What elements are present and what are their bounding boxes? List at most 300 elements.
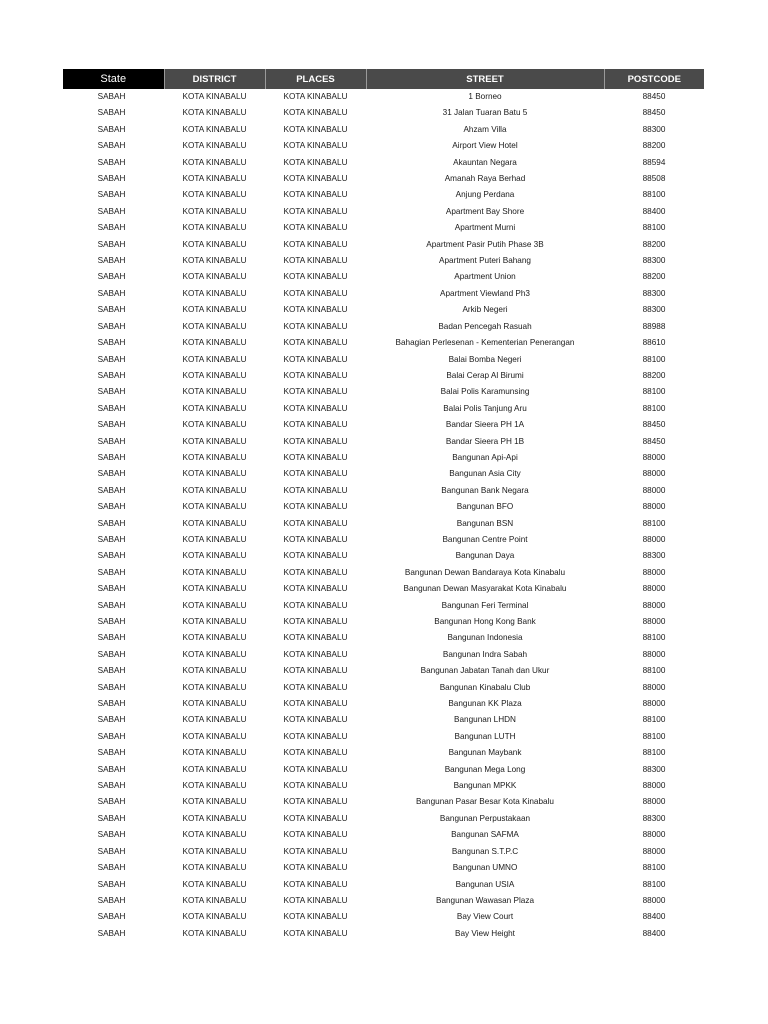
cell-state: SABAH — [97, 584, 126, 594]
cell-postcode: 88300 — [642, 256, 666, 266]
cell-places: KOTA KINABALU — [283, 452, 348, 462]
cell-postcode: 88100 — [642, 863, 666, 873]
table-row — [63, 581, 704, 597]
cell-state: SABAH — [97, 403, 126, 413]
cell-postcode: 88200 — [642, 141, 666, 151]
cell-places: KOTA KINABALU — [283, 420, 348, 430]
cell-street: Bangunan Jabatan Tanah dan Ukur — [420, 666, 550, 676]
cell-district: KOTA KINABALU — [182, 206, 247, 216]
cell-postcode: 88400 — [642, 206, 666, 216]
cell-district: KOTA KINABALU — [182, 715, 247, 725]
cell-places: KOTA KINABALU — [283, 830, 348, 840]
table-row — [63, 712, 704, 728]
cell-district: KOTA KINABALU — [182, 272, 247, 282]
cell-postcode: 88400 — [642, 912, 666, 922]
cell-state: SABAH — [97, 420, 126, 430]
cell-state: SABAH — [97, 272, 126, 282]
cell-places: KOTA KINABALU — [283, 617, 348, 626]
table-row — [63, 893, 704, 909]
cell-postcode: 88000 — [642, 452, 666, 462]
cell-state: SABAH — [97, 190, 126, 200]
cell-postcode: 88100 — [642, 731, 666, 741]
cell-street: Bay View Height — [455, 928, 515, 938]
cell-postcode: 88200 — [642, 239, 666, 249]
cell-postcode: 88000 — [642, 649, 666, 659]
cell-postcode: 88000 — [642, 846, 666, 856]
cell-postcode: 88000 — [642, 502, 666, 512]
cell-street: Bangunan LUTH — [454, 731, 516, 741]
cell-places: KOTA KINABALU — [283, 928, 348, 938]
cell-district: KOTA KINABALU — [182, 124, 247, 134]
cell-postcode: 88000 — [642, 567, 666, 577]
cell-street: Bangunan Kinabalu Club — [439, 682, 531, 692]
cell-postcode: 88000 — [642, 485, 666, 495]
cell-state: SABAH — [97, 387, 126, 397]
table-body — [63, 89, 704, 942]
cell-places: KOTA KINABALU — [283, 534, 348, 544]
cell-state: SABAH — [97, 797, 126, 807]
table-row — [63, 384, 704, 400]
cell-district: KOTA KINABALU — [182, 879, 247, 889]
cell-district: KOTA KINABALU — [182, 863, 247, 873]
cell-postcode: 88000 — [642, 617, 666, 626]
cell-district: KOTA KINABALU — [182, 830, 247, 840]
cell-street: Bangunan Indra Sabah — [442, 649, 528, 659]
table-row — [63, 89, 704, 105]
cell-district: KOTA KINABALU — [182, 699, 247, 709]
table-row — [63, 253, 704, 269]
cell-street: Amanah Raya Berhad — [444, 174, 526, 184]
cell-state: SABAH — [97, 141, 126, 151]
cell-places: KOTA KINABALU — [283, 272, 348, 282]
cell-street: Bangunan SAFMA — [451, 830, 519, 840]
table-row — [63, 368, 704, 384]
cell-state: SABAH — [97, 124, 126, 134]
cell-state: SABAH — [97, 895, 126, 905]
cell-places: KOTA KINABALU — [283, 584, 348, 594]
cell-district: KOTA KINABALU — [182, 928, 247, 938]
cell-district: KOTA KINABALU — [182, 534, 247, 544]
cell-postcode: 88000 — [642, 534, 666, 544]
table-row — [63, 417, 704, 433]
cell-district: KOTA KINABALU — [182, 912, 247, 922]
cell-postcode: 88100 — [642, 633, 666, 643]
cell-state: SABAH — [97, 338, 126, 348]
cell-state: SABAH — [97, 863, 126, 873]
cell-street: Bangunan Dewan Bandaraya Kota Kinabalu — [404, 567, 566, 577]
table-row — [63, 663, 704, 679]
cell-places: KOTA KINABALU — [283, 879, 348, 889]
cell-places: KOTA KINABALU — [283, 748, 348, 758]
cell-postcode: 88100 — [642, 666, 666, 676]
cell-street: Balai Cerap Al Birumi — [446, 370, 524, 380]
cell-state: SABAH — [97, 633, 126, 643]
cell-state: SABAH — [97, 239, 126, 249]
cell-postcode: 88000 — [642, 895, 666, 905]
cell-postcode: 88100 — [642, 387, 666, 397]
header-state: State — [63, 69, 164, 89]
cell-state: SABAH — [97, 764, 126, 774]
cell-street: Balai Polis Karamunsing — [440, 387, 530, 397]
cell-street: Bangunan Perpustakaan — [439, 813, 531, 823]
cell-street: Bangunan Mega Long — [444, 764, 526, 774]
cell-street: Bangunan USIA — [455, 879, 515, 889]
table-row — [63, 220, 704, 236]
cell-district: KOTA KINABALU — [182, 748, 247, 758]
cell-district: KOTA KINABALU — [182, 518, 247, 528]
cell-state: SABAH — [97, 223, 126, 233]
cell-district: KOTA KINABALU — [182, 338, 247, 348]
cell-places: KOTA KINABALU — [283, 518, 348, 528]
cell-places: KOTA KINABALU — [283, 813, 348, 823]
cell-postcode: 88450 — [642, 108, 666, 118]
cell-places: KOTA KINABALU — [283, 682, 348, 692]
cell-street: Balai Bomba Negeri — [448, 354, 522, 364]
cell-places: KOTA KINABALU — [283, 551, 348, 561]
cell-state: SABAH — [97, 92, 126, 101]
table-header — [63, 69, 704, 89]
table-row — [63, 105, 704, 121]
cell-state: SABAH — [97, 174, 126, 184]
table-row — [63, 548, 704, 564]
cell-district: KOTA KINABALU — [182, 584, 247, 594]
cell-places: KOTA KINABALU — [283, 256, 348, 266]
address-table — [63, 69, 704, 942]
cell-street: Bandar Sieera PH 1A — [445, 420, 525, 430]
cell-street: Apartment Viewland Ph3 — [440, 288, 530, 298]
cell-state: SABAH — [97, 551, 126, 561]
cell-places: KOTA KINABALU — [283, 781, 348, 791]
cell-places: KOTA KINABALU — [283, 633, 348, 643]
table-row — [63, 614, 704, 630]
cell-state: SABAH — [97, 518, 126, 528]
cell-postcode: 88000 — [642, 469, 666, 479]
cell-places: KOTA KINABALU — [283, 666, 348, 676]
cell-postcode: 88000 — [642, 584, 666, 594]
cell-state: SABAH — [97, 912, 126, 922]
table-row — [63, 827, 704, 843]
cell-postcode: 88594 — [642, 157, 666, 167]
table-row — [63, 680, 704, 696]
table-row — [63, 352, 704, 368]
cell-state: SABAH — [97, 108, 126, 118]
cell-postcode: 88300 — [642, 305, 666, 315]
cell-district: KOTA KINABALU — [182, 436, 247, 446]
table-row — [63, 909, 704, 925]
cell-street: Arkib Negeri — [462, 305, 508, 315]
cell-places: KOTA KINABALU — [283, 305, 348, 315]
cell-street: Bangunan Api-Api — [452, 452, 518, 462]
cell-state: SABAH — [97, 567, 126, 577]
cell-district: KOTA KINABALU — [182, 551, 247, 561]
cell-street: Anjung Perdana — [455, 190, 515, 200]
cell-street: Bangunan Maybank — [448, 748, 522, 758]
table-row — [63, 877, 704, 893]
header-places: PLACES — [265, 69, 366, 89]
cell-postcode: 88508 — [642, 174, 666, 184]
table-row — [63, 187, 704, 203]
cell-postcode: 88200 — [642, 272, 666, 282]
cell-street: Bangunan Pasar Besar Kota Kinabalu — [416, 797, 554, 807]
cell-postcode: 88000 — [642, 699, 666, 709]
cell-places: KOTA KINABALU — [283, 321, 348, 331]
cell-state: SABAH — [97, 600, 126, 610]
cell-postcode: 88100 — [642, 223, 666, 233]
cell-district: KOTA KINABALU — [182, 633, 247, 643]
cell-postcode: 88000 — [642, 830, 666, 840]
header-district: DISTRICT — [164, 69, 265, 89]
cell-street: Airport View Hotel — [452, 141, 518, 151]
cell-places: KOTA KINABALU — [283, 338, 348, 348]
table-row — [63, 762, 704, 778]
cell-places: KOTA KINABALU — [283, 206, 348, 216]
cell-district: KOTA KINABALU — [182, 370, 247, 380]
cell-places: KOTA KINABALU — [283, 403, 348, 413]
cell-street: Apartment Bay Shore — [445, 206, 525, 216]
table-row — [63, 302, 704, 318]
cell-state: SABAH — [97, 715, 126, 725]
cell-street: Bangunan LHDN — [454, 715, 516, 725]
table-row — [63, 138, 704, 154]
cell-state: SABAH — [97, 682, 126, 692]
cell-district: KOTA KINABALU — [182, 108, 247, 118]
cell-street: Bangunan Daya — [455, 551, 515, 561]
cell-postcode: 88100 — [642, 354, 666, 364]
cell-street: Bangunan Bank Negara — [441, 485, 529, 495]
cell-places: KOTA KINABALU — [283, 895, 348, 905]
cell-street: Apartment Union — [454, 272, 516, 282]
cell-places: KOTA KINABALU — [283, 502, 348, 512]
cell-state: SABAH — [97, 666, 126, 676]
cell-district: KOTA KINABALU — [182, 764, 247, 774]
cell-postcode: 88100 — [642, 715, 666, 725]
cell-district: KOTA KINABALU — [182, 420, 247, 430]
cell-district: KOTA KINABALU — [182, 813, 247, 823]
cell-district: KOTA KINABALU — [182, 354, 247, 364]
cell-district: KOTA KINABALU — [182, 190, 247, 200]
cell-street: Bangunan Feri Terminal — [441, 600, 529, 610]
table-row — [63, 844, 704, 860]
cell-places: KOTA KINABALU — [283, 649, 348, 659]
cell-district: KOTA KINABALU — [182, 174, 247, 184]
cell-street: Bangunan Indonesia — [447, 633, 523, 643]
cell-places: KOTA KINABALU — [283, 174, 348, 184]
cell-places: KOTA KINABALU — [283, 699, 348, 709]
cell-state: SABAH — [97, 534, 126, 544]
cell-state: SABAH — [97, 699, 126, 709]
cell-places: KOTA KINABALU — [283, 239, 348, 249]
cell-postcode: 88300 — [642, 288, 666, 298]
cell-street: Bangunan BSN — [456, 518, 514, 528]
cell-street: 1 Borneo — [468, 92, 502, 101]
table-row — [63, 269, 704, 285]
table-row — [63, 401, 704, 417]
cell-district: KOTA KINABALU — [182, 403, 247, 413]
cell-places: KOTA KINABALU — [283, 764, 348, 774]
cell-state: SABAH — [97, 157, 126, 167]
cell-postcode: 88200 — [642, 370, 666, 380]
cell-places: KOTA KINABALU — [283, 797, 348, 807]
header-postcode: POSTCODE — [604, 69, 704, 89]
cell-postcode: 88100 — [642, 879, 666, 889]
cell-district: KOTA KINABALU — [182, 321, 247, 331]
cell-places: KOTA KINABALU — [283, 863, 348, 873]
cell-places: KOTA KINABALU — [283, 387, 348, 397]
table-row — [63, 778, 704, 794]
cell-street: Bay View Court — [456, 912, 514, 922]
table-row — [63, 696, 704, 712]
table-row — [63, 335, 704, 351]
cell-postcode: 88300 — [642, 764, 666, 774]
table-row — [63, 171, 704, 187]
cell-district: KOTA KINABALU — [182, 600, 247, 610]
table-row — [63, 319, 704, 335]
cell-street: 31 Jalan Tuaran Batu 5 — [442, 108, 528, 118]
table-row — [63, 450, 704, 466]
table-row — [63, 532, 704, 548]
cell-postcode: 88300 — [642, 124, 666, 134]
cell-postcode: 88000 — [642, 797, 666, 807]
cell-places: KOTA KINABALU — [283, 715, 348, 725]
cell-places: KOTA KINABALU — [283, 731, 348, 741]
cell-state: SABAH — [97, 928, 126, 938]
table-row — [63, 466, 704, 482]
cell-state: SABAH — [97, 781, 126, 791]
cell-state: SABAH — [97, 452, 126, 462]
cell-state: SABAH — [97, 305, 126, 315]
cell-state: SABAH — [97, 731, 126, 741]
table-row — [63, 434, 704, 450]
cell-district: KOTA KINABALU — [182, 223, 247, 233]
cell-street: Bangunan Wawasan Plaza — [435, 895, 534, 905]
table-row — [63, 286, 704, 302]
cell-street: Bangunan S.T.P.C — [451, 846, 519, 856]
header-row — [63, 69, 704, 89]
cell-state: SABAH — [97, 469, 126, 479]
table-row — [63, 630, 704, 646]
cell-district: KOTA KINABALU — [182, 256, 247, 266]
cell-places: KOTA KINABALU — [283, 141, 348, 151]
cell-street: Bahagian Perlesenan - Kementerian Penerangan — [395, 338, 575, 348]
cell-street: Bangunan Asia City — [449, 469, 521, 479]
cell-places: KOTA KINABALU — [283, 436, 348, 446]
table-row — [63, 794, 704, 810]
cell-places: KOTA KINABALU — [283, 469, 348, 479]
cell-district: KOTA KINABALU — [182, 666, 247, 676]
table-row — [63, 811, 704, 827]
cell-district: KOTA KINABALU — [182, 895, 247, 905]
cell-state: SABAH — [97, 617, 126, 626]
cell-district: KOTA KINABALU — [182, 617, 247, 626]
table-row — [63, 745, 704, 761]
cell-street: Apartment Pasir Putih Phase 3B — [426, 239, 544, 249]
cell-street: Bangunan KK Plaza — [448, 699, 522, 709]
table-row — [63, 926, 704, 942]
table-row — [63, 499, 704, 515]
cell-places: KOTA KINABALU — [283, 370, 348, 380]
cell-places: KOTA KINABALU — [283, 92, 348, 101]
cell-street: Bangunan Centre Point — [442, 534, 528, 544]
cell-district: KOTA KINABALU — [182, 387, 247, 397]
cell-places: KOTA KINABALU — [283, 190, 348, 200]
cell-state: SABAH — [97, 256, 126, 266]
cell-postcode: 88100 — [642, 190, 666, 200]
cell-places: KOTA KINABALU — [283, 157, 348, 167]
cell-postcode: 88300 — [642, 813, 666, 823]
table-row — [63, 598, 704, 614]
cell-district: KOTA KINABALU — [182, 485, 247, 495]
cell-postcode: 88000 — [642, 600, 666, 610]
cell-district: KOTA KINABALU — [182, 157, 247, 167]
address-sheet — [63, 69, 704, 942]
cell-postcode: 88450 — [642, 420, 666, 430]
cell-places: KOTA KINABALU — [283, 567, 348, 577]
cell-places: KOTA KINABALU — [283, 108, 348, 118]
cell-places: KOTA KINABALU — [283, 485, 348, 495]
cell-postcode: 88100 — [642, 518, 666, 528]
cell-postcode: 88000 — [642, 682, 666, 692]
cell-postcode: 88988 — [642, 321, 666, 331]
cell-postcode: 88610 — [642, 338, 666, 348]
cell-street: Bangunan UMNO — [452, 863, 518, 873]
cell-state: SABAH — [97, 354, 126, 364]
cell-street: Bandar Sieera PH 1B — [445, 436, 525, 446]
cell-street: Ahzam Villa — [463, 124, 507, 134]
cell-district: KOTA KINABALU — [182, 781, 247, 791]
cell-district: KOTA KINABALU — [182, 141, 247, 151]
cell-state: SABAH — [97, 879, 126, 889]
cell-street: Bangunan BFO — [456, 502, 514, 512]
cell-places: KOTA KINABALU — [283, 288, 348, 298]
cell-district: KOTA KINABALU — [182, 567, 247, 577]
table-row — [63, 122, 704, 138]
cell-district: KOTA KINABALU — [182, 305, 247, 315]
cell-street: Akauntan Negara — [453, 157, 517, 167]
cell-district: KOTA KINABALU — [182, 502, 247, 512]
cell-state: SABAH — [97, 649, 126, 659]
table-row — [63, 483, 704, 499]
cell-district: KOTA KINABALU — [182, 452, 247, 462]
cell-district: KOTA KINABALU — [182, 239, 247, 249]
cell-places: KOTA KINABALU — [283, 846, 348, 856]
cell-state: SABAH — [97, 830, 126, 840]
cell-postcode: 88450 — [642, 92, 666, 101]
cell-district: KOTA KINABALU — [182, 288, 247, 298]
cell-state: SABAH — [97, 370, 126, 380]
cell-state: SABAH — [97, 288, 126, 298]
cell-state: SABAH — [97, 748, 126, 758]
cell-district: KOTA KINABALU — [182, 682, 247, 692]
table-row — [63, 204, 704, 220]
cell-places: KOTA KINABALU — [283, 912, 348, 922]
cell-state: SABAH — [97, 813, 126, 823]
table-row — [63, 565, 704, 581]
cell-district: KOTA KINABALU — [182, 731, 247, 741]
cell-district: KOTA KINABALU — [182, 846, 247, 856]
cell-postcode: 88300 — [642, 551, 666, 561]
cell-postcode: 88450 — [642, 436, 666, 446]
cell-district: KOTA KINABALU — [182, 92, 247, 101]
cell-places: KOTA KINABALU — [283, 354, 348, 364]
cell-places: KOTA KINABALU — [283, 124, 348, 134]
cell-postcode: 88100 — [642, 403, 666, 413]
cell-state: SABAH — [97, 502, 126, 512]
cell-street: Badan Pencegah Rasuah — [438, 321, 532, 331]
table-row — [63, 647, 704, 663]
cell-street: Bangunan Dewan Masyarakat Kota Kinabalu — [403, 584, 567, 594]
cell-street: Bangunan Hong Kong Bank — [434, 617, 536, 626]
cell-state: SABAH — [97, 846, 126, 856]
